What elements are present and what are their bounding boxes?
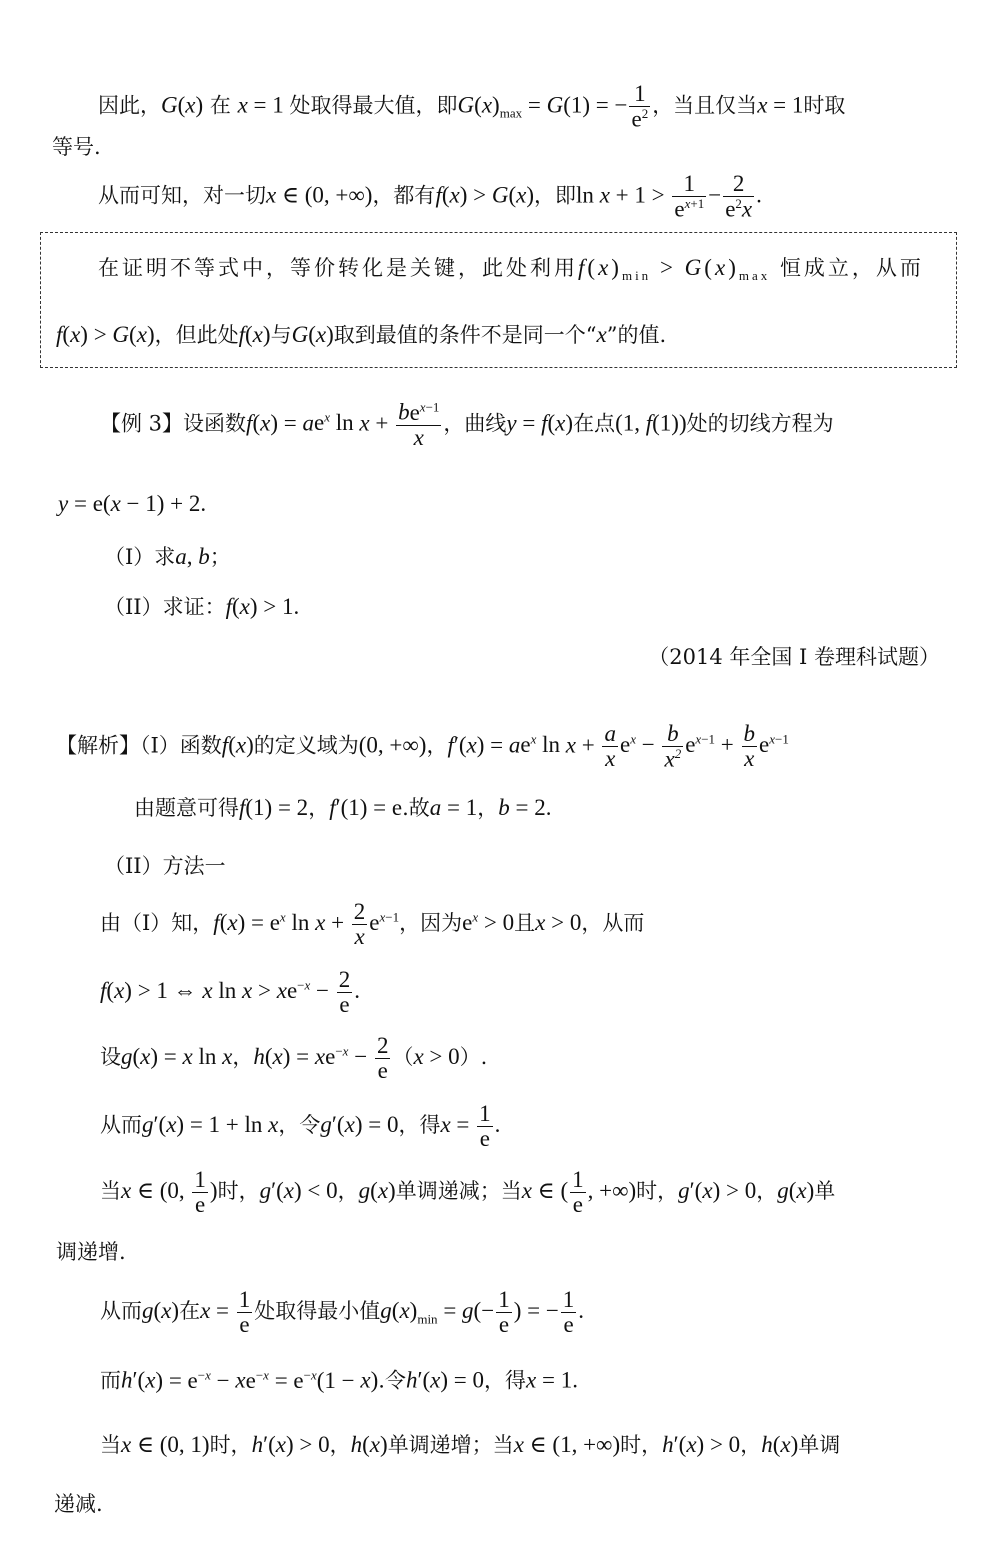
text: 当 — [100, 1179, 121, 1204]
text: 恒成立，从而 — [779, 256, 924, 280]
text: ，因为 — [399, 911, 463, 936]
text: 取到最值的条件不是同一个“ — [333, 323, 597, 347]
text: ，得 — [484, 1368, 527, 1393]
text: 在点 — [573, 411, 616, 436]
text: ， — [337, 1179, 359, 1204]
text: 在 — [209, 93, 231, 118]
step-6: 从而g(x)在x = $\frac{1}{e}$ 处取得最小值$g(x)_{min} = g(-$ $\frac{1}{e}$ ) = − $\frac{1}{e}$ . — [100, 1287, 585, 1338]
text: 当 — [100, 1433, 121, 1457]
text: ，曲线 — [443, 411, 507, 436]
text: ， — [740, 1433, 762, 1457]
note-line-1: 在证明不等式中，等价转化是关键，此处利用$f(x)_{min} > G(x)_{max}$ 恒成立，从而 — [98, 255, 924, 284]
text: 在 — [179, 1299, 201, 1324]
text: 设 — [100, 1045, 121, 1070]
text: 处的切线方程为 — [686, 411, 834, 436]
text: 时， — [636, 1179, 679, 1204]
text: ，即 — [534, 183, 577, 208]
text: 而 — [100, 1368, 121, 1393]
solution-label: 【解析】（I）函数 — [56, 733, 222, 758]
step-8-cont — [54, 1494, 103, 1515]
text: 单 — [814, 1179, 836, 1204]
text: 在证明不等式中，等价转化是关键，此处利用 — [98, 256, 578, 280]
text: （II）方法一 — [104, 854, 226, 878]
step-1: 由（I）知，$f(x) = e^x$ ln x + $\frac{2}{x}$ $e^{x-1}$，因为$e^x > 0$且x > 0，从而 — [100, 899, 645, 950]
text: ，从而 — [581, 911, 645, 936]
text: 的定义域为 — [253, 733, 359, 758]
text: 从而 — [100, 1299, 142, 1324]
text: .故 — [402, 796, 430, 820]
text: 因此， — [98, 93, 161, 118]
note-line-2: f(x) > G(x)，但此处f(x)与G(x)取到最值的条件不是同一个“x”的值. — [56, 322, 667, 347]
text: ， — [308, 796, 330, 820]
text: 时， — [209, 1433, 252, 1457]
text: ，令 — [278, 1113, 321, 1138]
text: 由题意可得 — [134, 796, 239, 820]
step-5-cont — [56, 1242, 126, 1263]
solution-line-1: 【解析】（I）函数f(x)的定义域为(0, +∞)，$f'(x) = ae^x$ ln x + $\frac{a}{x}$ $e^x$ − $\frac{b}{x^2}$ $e^{x-1}$ + $\frac{b}{x}$ $e^{x-1}$ — [56, 721, 789, 772]
text: （II）求证： — [104, 595, 226, 619]
text: ）. — [459, 1045, 488, 1070]
text: 从而可知，对一切 — [98, 183, 266, 208]
text: 与 — [270, 323, 292, 347]
text: ， — [477, 796, 499, 820]
text: 处取得最大值，即 — [289, 93, 458, 118]
text: 等号. — [52, 135, 101, 159]
solution-line-2: 由题意可得f(1) = 2，f′(1) = e.故a = 1，b = 2. — [134, 795, 552, 820]
text: 单调 — [798, 1433, 841, 1457]
line-p1: 因此，G(x) 在 x = 1 处取得最大值，即$G(x)_{max} = G(1)$ = − $\frac{1}{e^2}$ ，当且仅当x = 1时取 — [98, 81, 846, 132]
text: ， — [329, 1433, 351, 1457]
math: G — [161, 92, 178, 118]
text: （ — [392, 1045, 414, 1070]
text: 时， — [217, 1179, 260, 1204]
text: 从而 — [100, 1113, 142, 1138]
text: （I）求 — [104, 545, 176, 569]
step-4: 从而g′(x) = 1 + ln x，令g′(x) = 0，得x = $\frac{1}{e}$ . — [100, 1101, 501, 1152]
text: ， — [232, 1045, 254, 1070]
line-p1-cont — [52, 137, 101, 158]
line-p2: 从而可知，对一切x ∈ (0, +∞)，都有f(x) > G(x)，即ln x + 1 > $\frac{1}{e^{x+1}}$ − $\frac{2}{e^2x}$ . — [98, 171, 762, 222]
tangent-line-eq: y = e(x − 1) + 2. — [58, 491, 207, 516]
text: ，当且仅当 — [652, 93, 758, 118]
source-citation — [648, 647, 940, 668]
text: ， — [426, 733, 448, 758]
fraction: $\frac{1}{e^2}$ — [631, 81, 649, 132]
step-8: 当x ∈ (0, 1)时，h′(x) > 0，h(x)单调递增；当x ∈ (1, +∞)时，h′(x) > 0，h(x)单调 — [100, 1432, 841, 1457]
text: 且 — [514, 911, 536, 936]
text: 递减. — [54, 1492, 103, 1516]
text: ”的值. — [606, 323, 667, 347]
text: 单调递减；当 — [395, 1179, 522, 1204]
text: 由（I）知， — [100, 911, 214, 936]
text: .令 — [378, 1368, 406, 1393]
text: ，都有 — [372, 183, 436, 208]
step-3: 设g(x) = x ln x，$h(x) = xe^{-x}$ − $\frac{2}{e}$ （x > 0）. — [100, 1033, 488, 1084]
method-1-heading — [104, 856, 226, 877]
text: 处取得最小值 — [254, 1299, 381, 1324]
part-1: （I）求a, b； — [104, 544, 231, 569]
text: 单调递增；当 — [387, 1433, 514, 1457]
example-label: 【例 3】设函数 — [100, 411, 247, 436]
text: （2014 年全国 I 卷理科试题） — [648, 645, 940, 669]
note-box — [40, 232, 957, 368]
text: ， — [756, 1179, 778, 1204]
step-5: 当x ∈ (0, $\frac{1}{e}$ )时，g′(x) < 0，g(x)单调递减；当x ∈ ( $\frac{1}{e}$ , +∞)时，g′(x) > 0，g(x)单 — [100, 1167, 836, 1218]
step-7: 而$h'(x) = e^{-x} - xe^{-x} = e^{-x}(1 - x)$.令h′(x) = 0，得x = 1. — [100, 1367, 578, 1393]
text: 时， — [620, 1433, 663, 1457]
text: ，但此处 — [154, 323, 239, 347]
part-2: （II）求证：f(x) > 1. — [104, 594, 300, 619]
text: 调递增. — [56, 1240, 126, 1264]
text: ，得 — [398, 1113, 441, 1138]
example-3-line: 【例 3】设函数$f(x) = ae^x$ ln x + $\frac{be^{x-1}}{x}$ ，曲线y = f(x)在点(1, f(1))处的切线方程为 — [100, 399, 834, 450]
step-2: f(x) > 1 ⇔ x $\ln x > xe^{-x}$ − $\frac{2}{e}$ . — [100, 967, 361, 1018]
text: 时取 — [803, 93, 846, 118]
